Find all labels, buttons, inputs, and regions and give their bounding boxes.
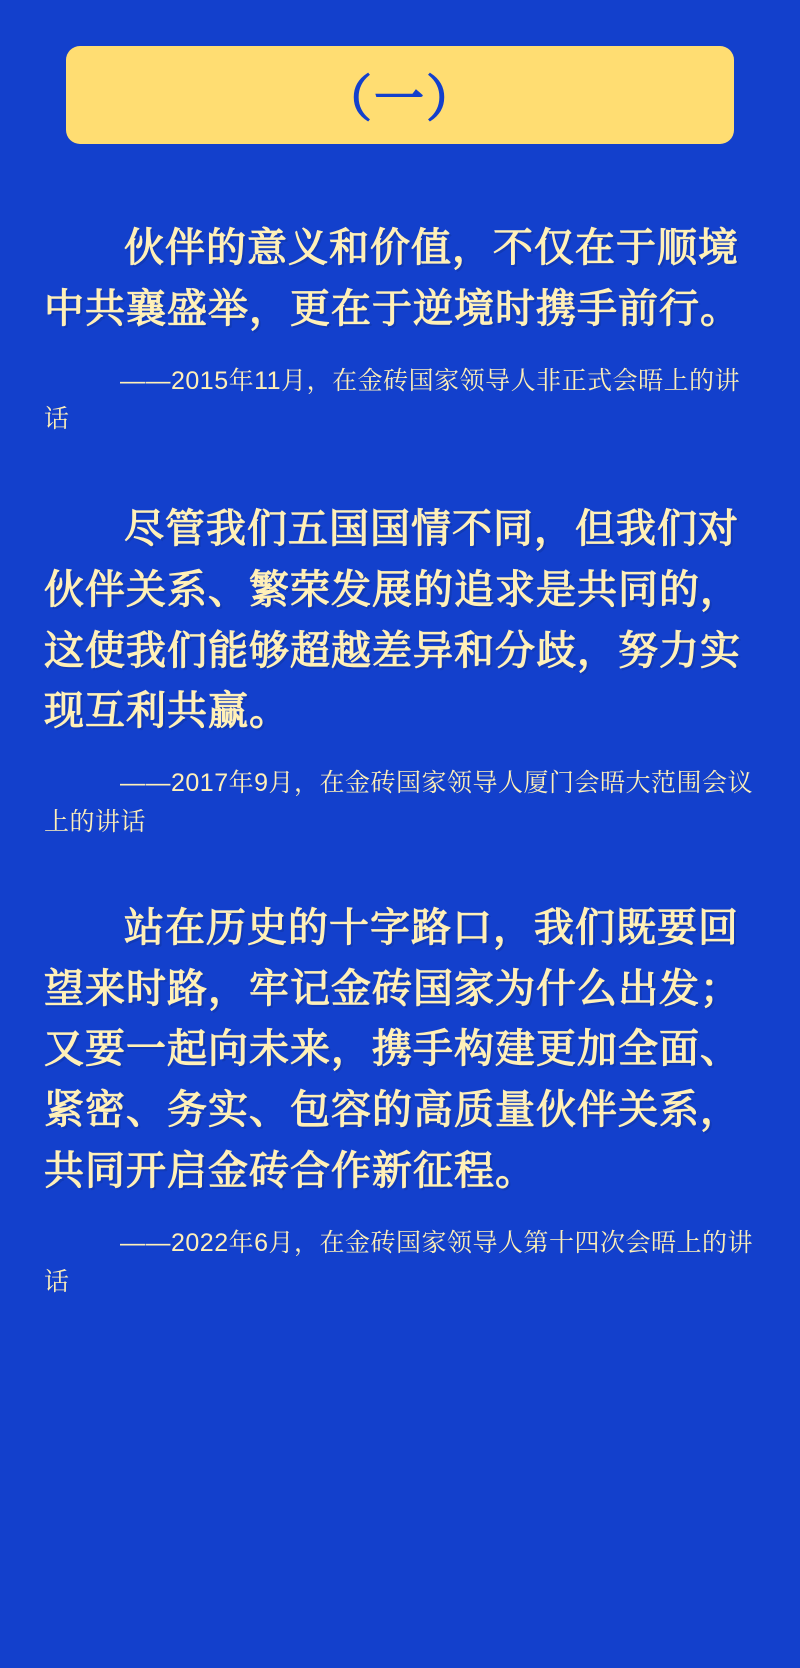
section-badge-label: （一） [322,71,478,127]
section-badge [66,46,734,144]
quotes-container [0,218,800,1301]
quote-block [44,499,756,842]
quote-source: ——2017年9月，在金砖国家领导人厦门会晤大范围会议上的讲话 [44,769,754,837]
quote-text: 伙伴的意义和价值，不仅在于顺境中共襄盛举，更在于逆境时携手前行。 [44,225,741,331]
quote-source: ——2022年6月，在金砖国家领导人第十四次会晤上的讲话 [44,1228,754,1296]
quote-text: 站在历史的十字路口，我们既要回望来时路，牢记金砖国家为什么出发；又要一起向未来，携手构建更加全面、紧密、务实、包容的高质量伙伴关系，共同开启金砖合作新征程。 [44,904,741,1193]
quote-block [44,898,756,1301]
quote-text: 尽管我们五国国情不同，但我们对伙伴关系、繁荣发展的追求是共同的，这使我们能够超越差异和分歧，努力实现互利共赢。 [44,506,741,734]
poster-page [0,46,800,1668]
quote-block [44,218,756,439]
quote-source: ——2015年11月，在金砖国家领导人非正式会晤上的讲话 [44,366,741,434]
